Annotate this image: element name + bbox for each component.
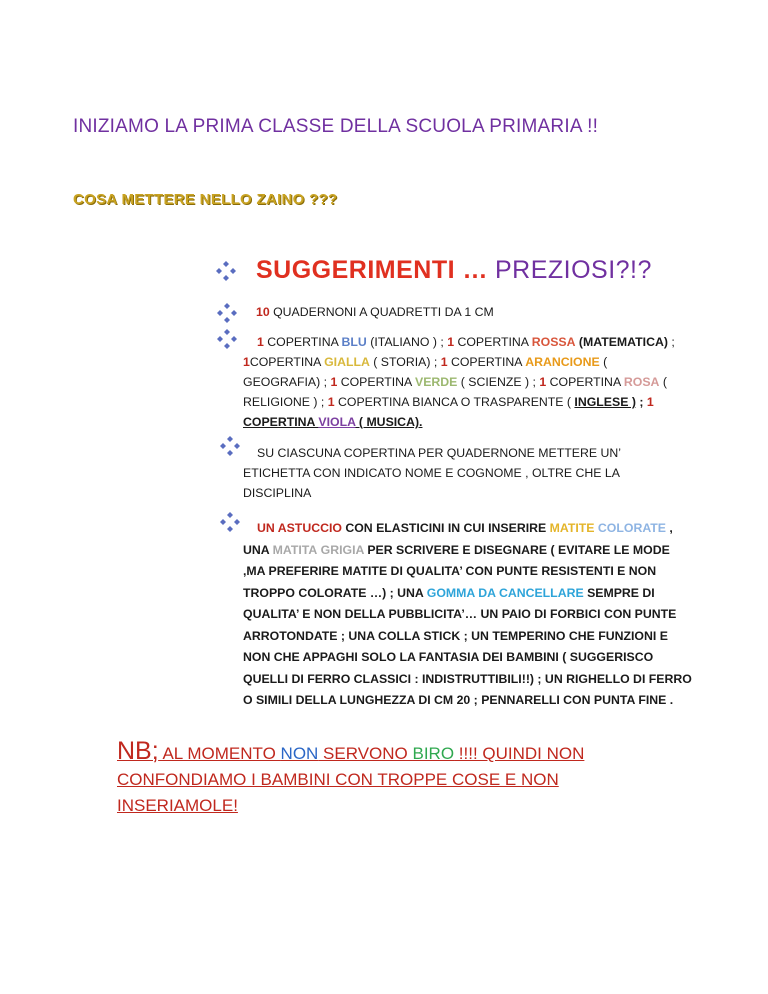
item-count: 10 (256, 305, 270, 319)
nb-label: NB; (117, 737, 159, 765)
color-word-blu: BLU (341, 335, 367, 349)
item-text: CON ELASTICINI IN CUI INSERIRE (341, 521, 550, 535)
list-item-quadernoni (256, 302, 696, 322)
item-text: SEMPRE DI QUALITA’ E NON DELLA PUBBLICITA’… UN PAIO DI FORBICI CON PUNTE ARROTONDATE ; UNA COLLA STICK ; UN TEMPERINO CHE FUNZIONI E NON CHE APPAGHI SOLO LA FANTASIA DEI BAMBINI ( SUGGERISCO QUELLI DI FERRO CLASSICI : INDISTRUTTIBILI!!) ; UN RIGHELLO DI FERRO O SIMILI DELLA LUNGHEZZA DI CM 20 ; PENNARELLI CON PUNTA FINE . (243, 585, 692, 707)
item-count: 1 (327, 395, 335, 409)
color-word-rosa: ROSA (623, 375, 660, 389)
diamond-bullet-icon (219, 435, 241, 457)
item-text: ( RELIGIONE ) ; (243, 375, 667, 409)
item-count: 1 (447, 335, 455, 349)
item-count: 1 (646, 395, 654, 409)
item-count: 1 (330, 375, 338, 389)
item-count: 1 (440, 355, 448, 369)
section-heading: COSA METTERE NELLO ZAINO ??? (73, 191, 338, 208)
item-text: ( GEOGRAFIA) ; (243, 355, 608, 389)
item-text: COPERTINA (263, 335, 342, 349)
item-text: PER SCRIVERE E DISEGNARE ( EVITARE LE MODE ,MA PREFERIRE MATITE DI QUALITA’ CON PUNTE RESISTENTI E NON TROPPO COLORATE …) ; UNA (243, 542, 670, 600)
color-word-gialla: GIALLA (324, 355, 370, 369)
page-title: INIZIAMO LA PRIMA CLASSE DELLA SCUOLA PRIMARIA !! (73, 116, 599, 137)
item-text: COPERTINA (549, 375, 624, 389)
diamond-bullet-icon (216, 328, 238, 350)
subject-musica: ( MUSICA). (355, 415, 423, 429)
color-word-verde: VERDE (415, 375, 458, 389)
diamond-bullet-icon (215, 260, 237, 282)
color-word-arancione: ARANCIONE (525, 355, 600, 369)
item-text: COPERTINA BIANCA O TRASPARENTE ( (334, 395, 575, 409)
color-word-grigia: GRIGIA (320, 542, 364, 557)
suggestions-heading-part1: SUGGERIMENTI … (256, 256, 489, 284)
list-item-astuccio (243, 518, 695, 712)
nb-note (117, 738, 637, 819)
nb-word-non: NON (280, 744, 319, 763)
nb-text: AL MOMENTO (158, 744, 281, 763)
item-count: 1 (539, 375, 547, 389)
suggestions-heading (256, 256, 652, 285)
item-text: ; (667, 335, 675, 349)
item-text: , UNA (243, 521, 673, 557)
suggestions-heading-part2: PREZIOSI?!? (494, 256, 652, 284)
nb-word-biro: BIRO (412, 744, 455, 763)
item-text: COPERTINA (243, 415, 319, 429)
color-word-gomma: GOMMA DA CANCELLARE (426, 585, 584, 600)
color-word-matite: MATITE (549, 521, 595, 535)
item-text: (ITALIANO ) ; (366, 335, 448, 349)
color-word-rossa: ROSSA (531, 335, 576, 349)
item-text: ; (635, 395, 647, 409)
list-item-copertine (243, 332, 683, 432)
item-text: COPERTINA (447, 355, 526, 369)
nb-text: SERVONO (318, 744, 413, 763)
astuccio-text: UN ASTUCCIO (257, 521, 342, 535)
nb-text: !!!! QUINDI NON CONFONDIAMO I BAMBINI CON TROPPE COSE E NON INSERIAMOLE! (117, 744, 585, 815)
color-word-colorate: COLORATE (597, 521, 667, 535)
item-text: COPERTINA (454, 335, 532, 349)
item-text: COPERTINA (249, 355, 325, 369)
item-text: ( STORIA) ; (369, 355, 441, 369)
item-count: 1 (257, 335, 264, 349)
color-word-viola: VIOLA (318, 415, 356, 429)
diamond-bullet-icon (219, 511, 241, 533)
list-item-etichetta: SU CIASCUNA COPERTINA PER QUADERNONE METTERE UN’ ETICHETTA CON INDICATO NOME E COGNOME , OLTRE CHE LA DISCIPLINA (243, 446, 621, 500)
item-text: COPERTINA (337, 375, 415, 389)
item-text: QUADERNONI A QUADRETTI DA 1 CM (269, 305, 494, 319)
subject-matematica: (MATEMATICA) (578, 335, 668, 349)
item-count: 1 (243, 355, 250, 369)
item-text: ( SCIENZE ) ; (457, 375, 540, 389)
diamond-bullet-icon (216, 302, 238, 324)
color-word-matita: MATITA (272, 542, 318, 557)
subject-inglese: INGLESE ) (574, 395, 636, 409)
